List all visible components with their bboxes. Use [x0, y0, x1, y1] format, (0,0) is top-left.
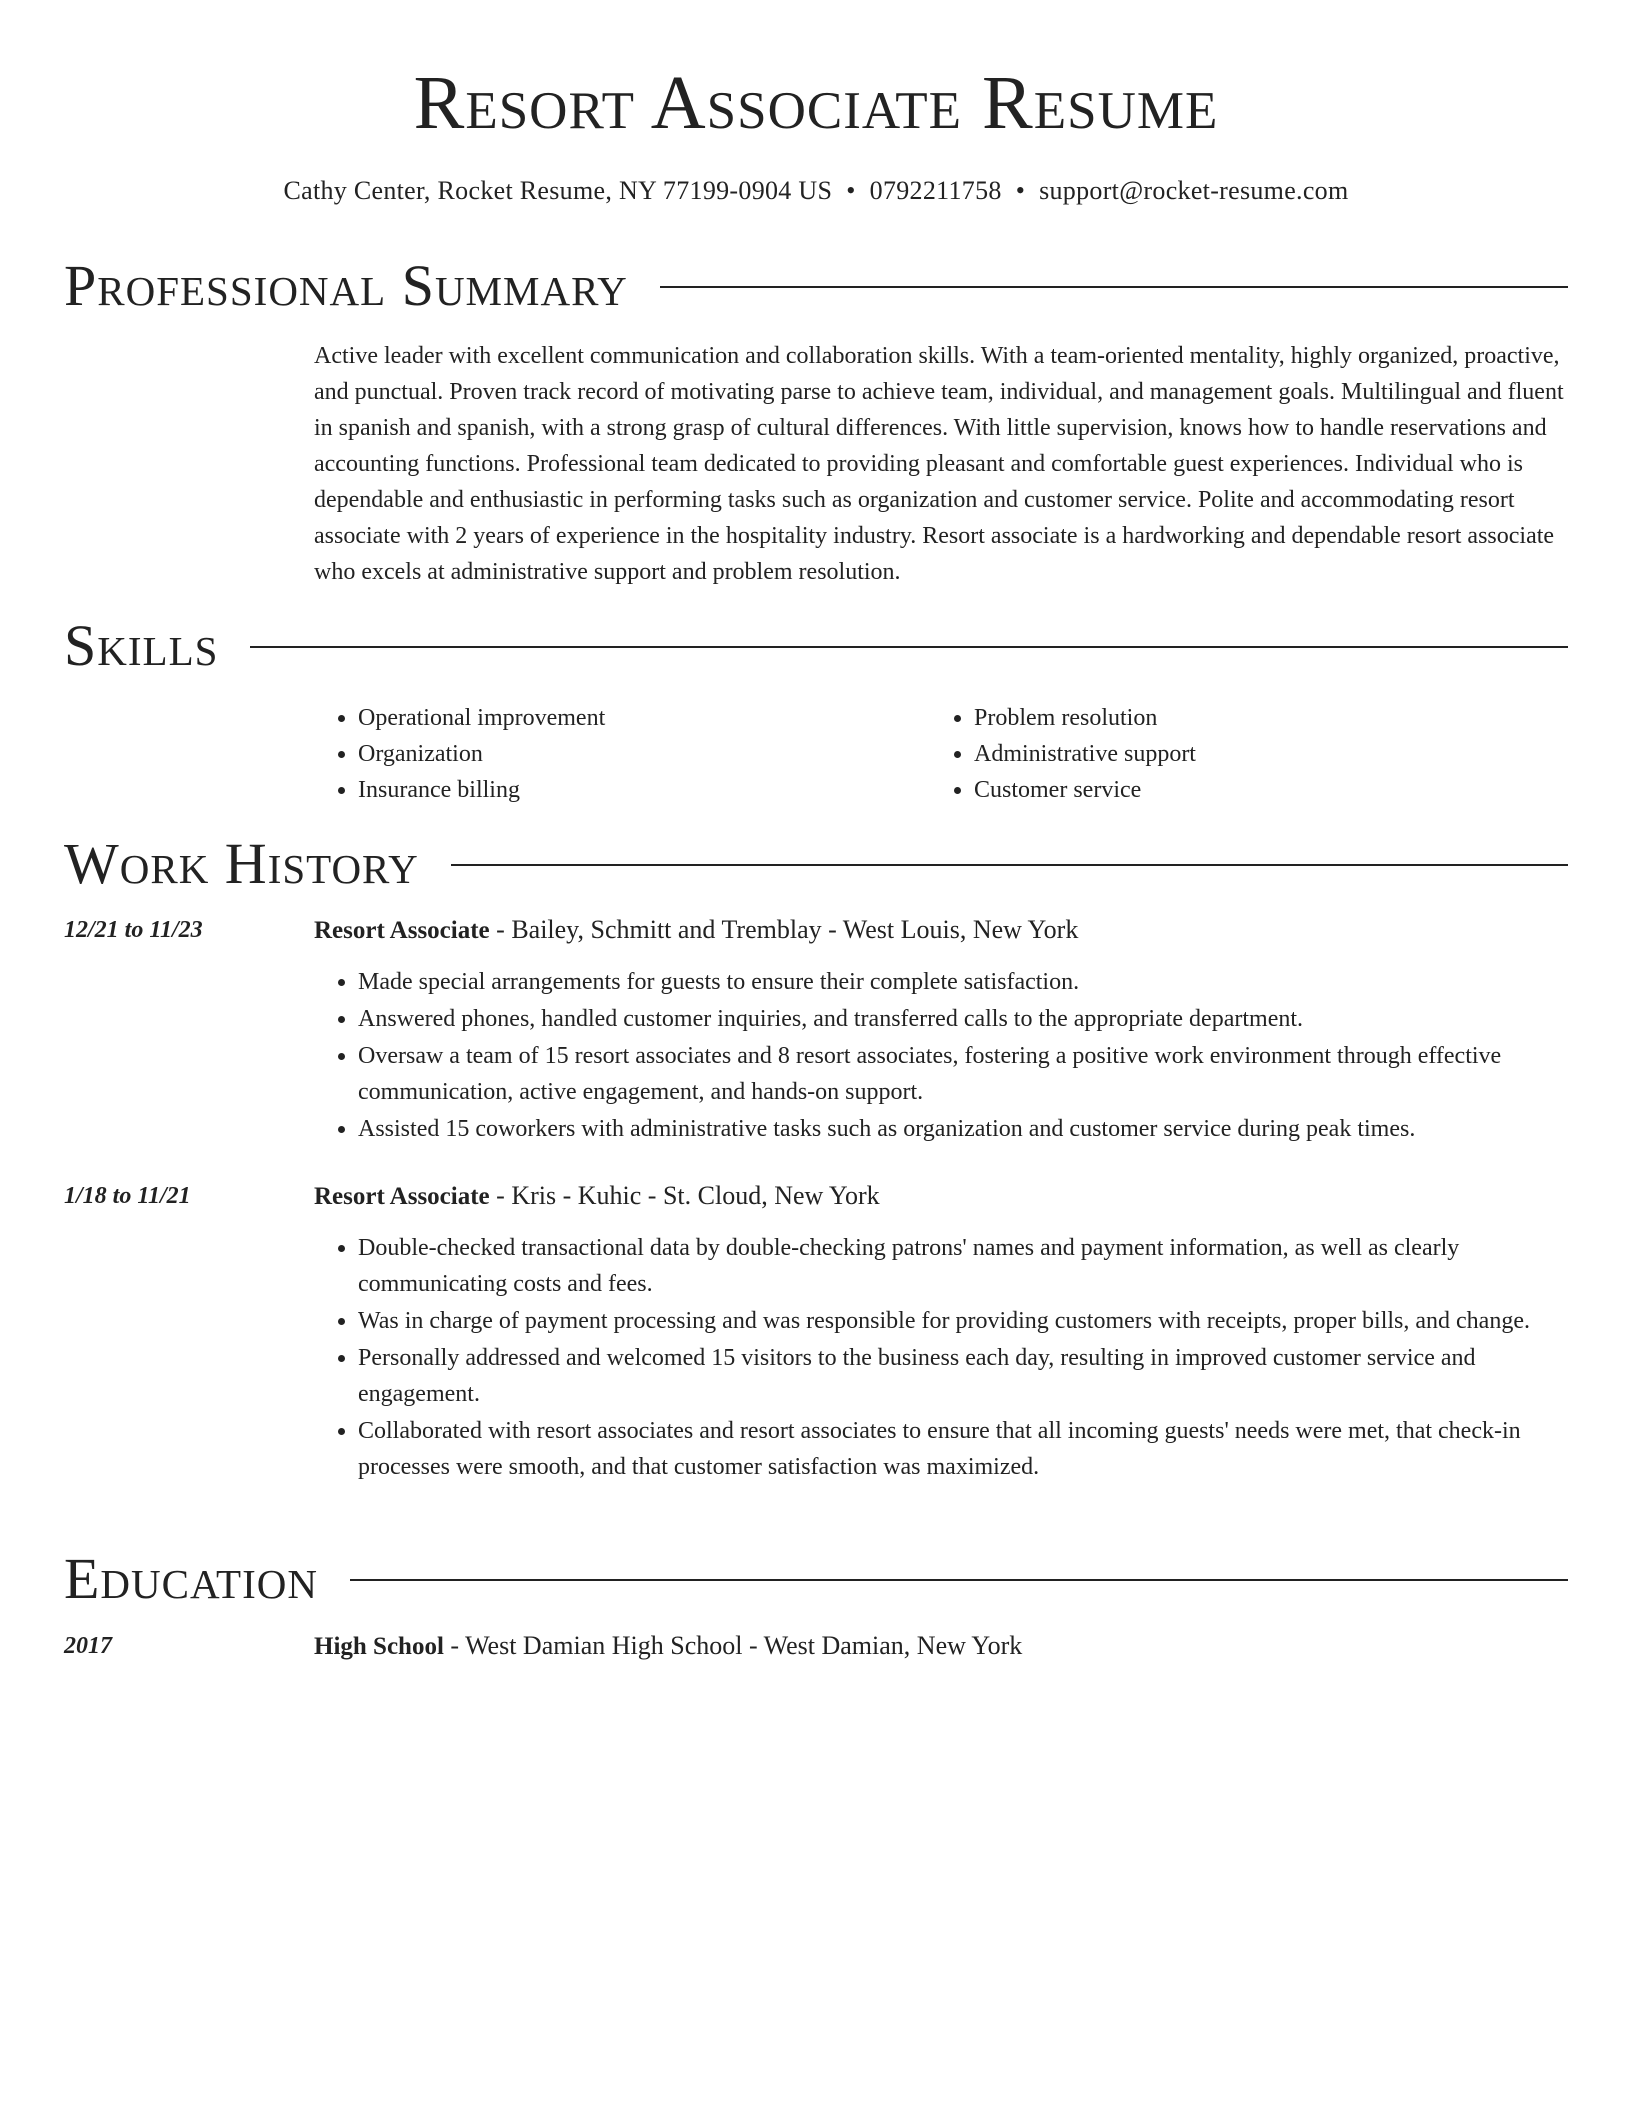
education-header	[314, 1628, 1022, 1665]
job-bullet: • Answered phones, handled customer inquiries, and transferred calls to the appropriate department.	[358, 1001, 1564, 1037]
education-degree: High School	[314, 1633, 444, 1660]
section-divider	[350, 1579, 1568, 1581]
skill-item: • Problem resolution	[974, 700, 1546, 736]
job-bullet: • Personally addressed and welcomed 15 visitors to the business each day, resulting in improved customer service and engagement.	[358, 1340, 1564, 1412]
job-bullet: • Oversaw a team of 15 resort associates and 8 resort associates, fostering a positive work environment through effective communication, active engagement, and hands-on support.	[358, 1038, 1564, 1110]
contact-address: Cathy Center, Rocket Resume, NY 77199-0904 US	[283, 176, 833, 205]
job-bullet: • Made special arrangements for guests to ensure their complete satisfaction.	[358, 964, 1564, 1000]
contact-separator: •	[846, 176, 856, 205]
summary-text: Active leader with excellent communication and collaboration skills. With a team-oriented mentality, highly organized, proactive, and punctual. Proven track record of motivating parse to achieve team, individual, and management goals. Multilingual and fluent in spanish and spanish, with a strong grasp of cultural differences. With little supervision, knows how to handle reservations and accounting functions. Professional team dedicated to providing pleasant and comfortable guest experiences. Individual who is dependable and enthusiastic in performing tasks such as organization and customer service. Polite and accommodating resort associate with 2 years of experience in the hospitality industry. Resort associate is a hardworking and dependable resort associate who excels at administrative support and problem resolution.	[314, 343, 1564, 585]
job-bullets	[314, 964, 1564, 1148]
job-dates: 12/21 to 11/23	[64, 917, 203, 943]
job-bullets	[314, 1230, 1564, 1486]
skills-column-right	[930, 700, 1546, 808]
skill-item: • Insurance billing	[358, 772, 930, 808]
skill-item: • Operational improvement	[358, 700, 930, 736]
skill-item: • Administrative support	[974, 736, 1546, 772]
skills-list	[314, 700, 1564, 808]
section-divider	[250, 646, 1568, 648]
skills-column-left	[314, 700, 930, 808]
education-school: - West Damian High School - West Damian, New York	[443, 1631, 1023, 1660]
contact-email[interactable]: support@rocket-resume.com	[1039, 176, 1349, 205]
education-section-header	[64, 1543, 1568, 1613]
resume-title: Resort Associate Resume	[413, 61, 1219, 145]
job-employer: - Kris - Kuhic - St. Cloud, New York	[489, 1181, 880, 1210]
job-title: Resort Associate	[314, 1183, 490, 1210]
section-divider	[660, 286, 1568, 288]
job-employer: - Bailey, Schmitt and Tremblay - West Louis, New York	[489, 915, 1079, 944]
job-bullet: • Was in charge of payment processing and was responsible for providing customers with receipts, proper bills, and change.	[358, 1303, 1564, 1339]
job-title: Resort Associate	[314, 917, 490, 944]
skills-heading: Skills	[64, 612, 219, 678]
contact-line	[0, 174, 1632, 208]
job-header	[314, 1178, 880, 1215]
job-dates: 1/18 to 11/21	[64, 1183, 191, 1209]
education-heading: Education	[64, 1545, 318, 1611]
work-section-header	[64, 828, 1568, 898]
skill-item: • Customer service	[974, 772, 1546, 808]
summary-section-header	[64, 250, 1568, 320]
work-heading: Work History	[64, 830, 419, 896]
job-bullet: • Collaborated with resort associates and resort associates to ensure that all incoming guests' needs were met, that check-in processes were smooth, and that customer satisfaction was maximized.	[358, 1413, 1564, 1485]
section-divider	[451, 864, 1568, 866]
job-bullet: • Assisted 15 coworkers with administrative tasks such as organization and customer service during peak times.	[358, 1111, 1564, 1147]
contact-phone: 0792211758	[869, 176, 1002, 205]
job-header	[314, 912, 1078, 949]
skill-item: • Organization	[358, 736, 930, 772]
contact-separator: •	[1015, 176, 1026, 205]
summary-heading: Professional Summary	[64, 252, 628, 318]
education-date: 2017	[64, 1633, 112, 1659]
skills-section-header	[64, 610, 1568, 680]
job-bullet: • Double-checked transactional data by double-checking patrons' names and payment information, as well as clearly communicating costs and fees.	[358, 1230, 1564, 1302]
